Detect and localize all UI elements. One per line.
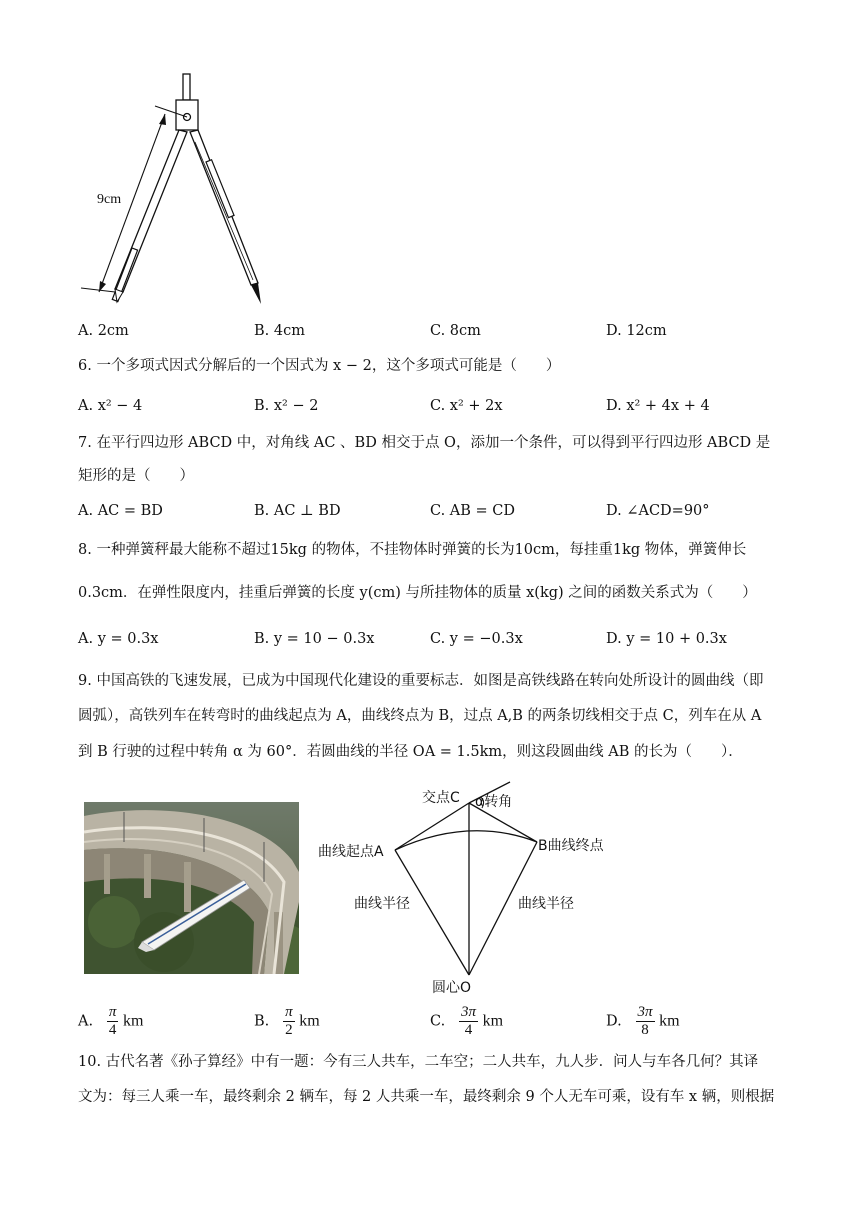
q5-option-c: C. 8cm: [430, 323, 481, 339]
label-curve-end-b: B曲线终点: [538, 838, 604, 854]
label-radius-left: 曲线半径: [354, 896, 410, 912]
q7-option-a: A. AC = BD: [78, 503, 163, 519]
label-radius-right: 曲线半径: [518, 896, 574, 912]
q9-stem-line3: 到 B 行驶的过程中转角 α 为 60°．若圆曲线的半径 OA = 1.5km，则这段圆曲线 AB 的长为（ ）．: [78, 744, 743, 760]
label-center-o: 圆心O: [432, 980, 472, 996]
q8-stem-line2: 0.3cm．在弹性限度内，挂重后弹簧的长度 y(cm) 与所挂物体的质量 x(kg) 之间的函数关系式为（ ）: [78, 585, 757, 601]
q8-option-a: A. y = 0.3x: [78, 631, 159, 647]
q8-option-b: B. y = 10 − 0.3x: [254, 631, 375, 647]
q8-stem-line1: 8. 一种弹簧秤最大能称不超过15kg 的物体，不挂物体时弹簧的长为10cm，每挂重1kg 物体，弹簧伸长: [78, 542, 747, 558]
q8-option-c: C. y = −0.3x: [430, 631, 523, 647]
q9-option-b: B. $\frac{\pi}{2}$ km: [254, 1004, 320, 1038]
q9-option-a: A. $\frac{\pi}{4}$ km: [78, 1004, 144, 1038]
q8-option-d: D. y = 10 + 0.3x: [606, 631, 727, 647]
label-curve-start-a: 曲线起点A: [318, 844, 384, 860]
q7-stem-line2: 矩形的是（ ）: [78, 468, 194, 484]
q10-stem-line2: 文为：每三人乘一车，最终剩余 2 辆车，每 2 人共乘一车，最终剩余 9 个人无车可乘，设有车 x 辆，则根据: [78, 1089, 775, 1105]
q7-stem-line1: 7. 在平行四边形 ABCD 中，对角线 AC 、BD 相交于点 O，添加一个条件，可以得到平行四边形 ABCD 是: [78, 435, 771, 451]
q6-stem: 6. 一个多项式因式分解后的一个因式为 x − 2，这个多项式可能是（ ）: [78, 358, 561, 374]
q9-option-c: C. $\frac{3\pi}{4}$ km: [430, 1004, 504, 1038]
q5-option-b: B. 4cm: [254, 323, 305, 339]
high-speed-rail-photo: [84, 802, 299, 974]
q6-option-b: B. x² − 2: [254, 398, 319, 414]
q5-option-d: D. 12cm: [606, 323, 667, 339]
q10-stem-line1: 10. 古代名著《孙子算经》中有一题：今有三人共车，二车空；二人共车，九人步．问人与车各几何？其译: [78, 1054, 759, 1070]
q6-option-a: A. x² − 4: [78, 398, 143, 414]
label-turn-angle: α转角: [475, 794, 513, 810]
q6-option-d: D. x² + 4x + 4: [606, 398, 710, 414]
q7-option-d: D. ∠ACD=90°: [606, 503, 710, 519]
q7-option-b: B. AC ⊥ BD: [254, 503, 341, 519]
q9-option-d: D. $\frac{3\pi}{8}$ km: [606, 1004, 680, 1038]
compass-length-label: 9cm: [97, 192, 122, 207]
label-intersection-c: 交点C: [422, 790, 460, 806]
q9-stem-line1: 9. 中国高铁的飞速发展，已成为中国现代化建设的重要标志．如图是高铁线路在转向处所设计的圆曲线（即: [78, 673, 764, 689]
q7-option-c: C. AB = CD: [430, 503, 516, 519]
q5-option-a: A. 2cm: [78, 323, 129, 339]
circular-curve-diagram: [310, 778, 630, 1000]
compass-figure: [75, 70, 275, 310]
q9-stem-line2: 圆弧），高铁列车在转弯时的曲线起点为 A，曲线终点为 B，过点 A,B 的两条切线相交于点 C，列车在从 A: [78, 708, 762, 724]
q6-option-c: C. x² + 2x: [430, 398, 503, 414]
